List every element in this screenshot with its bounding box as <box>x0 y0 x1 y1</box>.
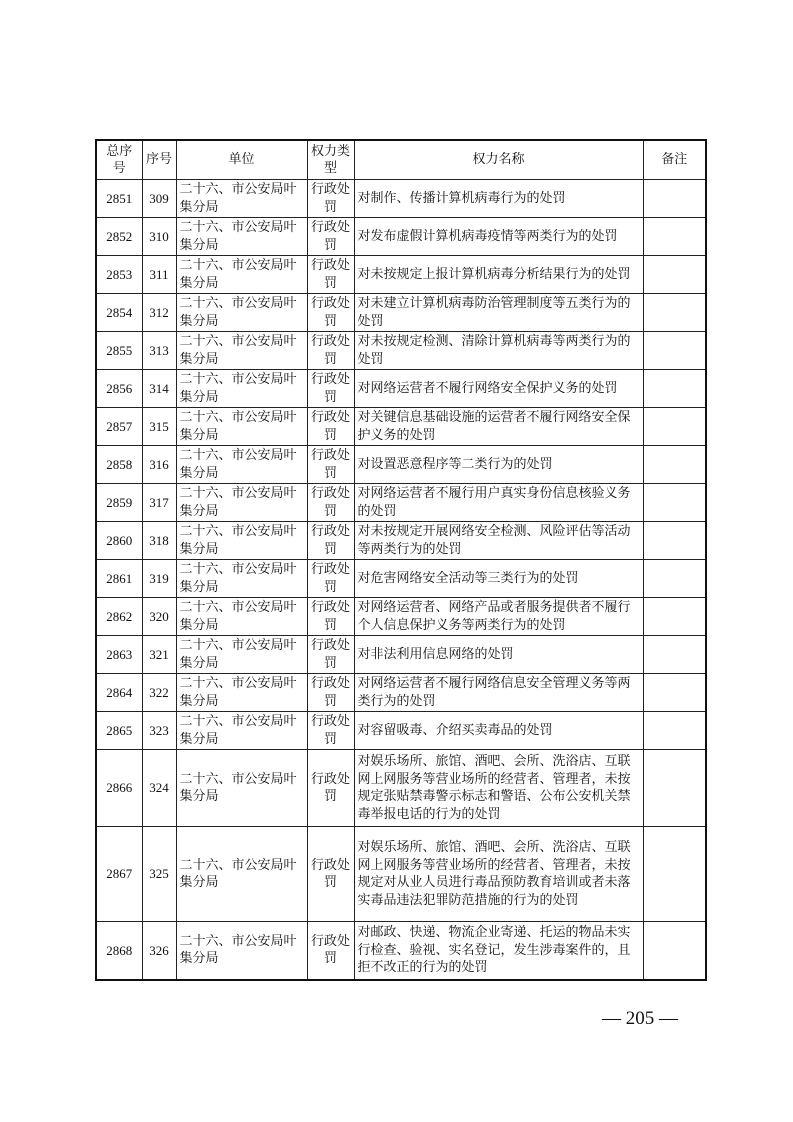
cell-unit: 二十六、市公安局叶集分局 <box>176 750 307 827</box>
cell-power-name: 对制作、传播计算机病毒行为的处罚 <box>354 180 643 218</box>
cell-total-no: 2852 <box>96 218 142 256</box>
cell-seq-no: 319 <box>142 560 176 598</box>
cell-power-name: 对网络运营者不履行网络信息安全管理义务等两类行为的处罚 <box>354 674 643 712</box>
cell-unit: 二十六、市公安局叶集分局 <box>176 218 307 256</box>
cell-power-type: 行政处罚 <box>307 446 354 484</box>
header-unit: 单位 <box>176 140 307 180</box>
cell-total-no: 2854 <box>96 294 142 332</box>
cell-unit: 二十六、市公安局叶集分局 <box>176 294 307 332</box>
cell-unit: 二十六、市公安局叶集分局 <box>176 598 307 636</box>
cell-total-no: 2851 <box>96 180 142 218</box>
cell-unit: 二十六、市公安局叶集分局 <box>176 408 307 446</box>
cell-seq-no: 312 <box>142 294 176 332</box>
cell-remark <box>643 598 706 636</box>
cell-seq-no: 311 <box>142 256 176 294</box>
header-power-name: 权力名称 <box>354 140 643 180</box>
cell-power-name: 对危害网络安全活动等三类行为的处罚 <box>354 560 643 598</box>
cell-unit: 二十六、市公安局叶集分局 <box>176 332 307 370</box>
cell-power-type: 行政处罚 <box>307 750 354 827</box>
cell-unit: 二十六、市公安局叶集分局 <box>176 180 307 218</box>
cell-power-type: 行政处罚 <box>307 180 354 218</box>
cell-seq-no: 313 <box>142 332 176 370</box>
cell-remark <box>643 484 706 522</box>
power-list-table <box>95 139 707 981</box>
cell-power-type: 行政处罚 <box>307 294 354 332</box>
cell-unit: 二十六、市公安局叶集分局 <box>176 636 307 674</box>
cell-power-type: 行政处罚 <box>307 332 354 370</box>
cell-total-no: 2864 <box>96 674 142 712</box>
cell-unit: 二十六、市公安局叶集分局 <box>176 827 307 922</box>
cell-power-name: 对发布虚假计算机病毒疫情等两类行为的处罚 <box>354 218 643 256</box>
table-row <box>96 522 706 560</box>
cell-power-name: 对网络运营者、网络产品或者服务提供者不履行个人信息保护义务等两类行为的处罚 <box>354 598 643 636</box>
cell-total-no: 2855 <box>96 332 142 370</box>
cell-seq-no: 325 <box>142 827 176 922</box>
header-total-no: 总序号 <box>96 140 142 180</box>
cell-power-type: 行政处罚 <box>307 408 354 446</box>
cell-total-no: 2863 <box>96 636 142 674</box>
cell-seq-no: 323 <box>142 712 176 750</box>
cell-remark <box>643 294 706 332</box>
cell-seq-no: 315 <box>142 408 176 446</box>
table-row <box>96 922 706 980</box>
cell-unit: 二十六、市公安局叶集分局 <box>176 446 307 484</box>
cell-total-no: 2858 <box>96 446 142 484</box>
cell-power-name: 对网络运营者不履行用户真实身份信息核验义务的处罚 <box>354 484 643 522</box>
cell-seq-no: 317 <box>142 484 176 522</box>
header-seq-no: 序号 <box>142 140 176 180</box>
table-row <box>96 218 706 256</box>
header-remark: 备注 <box>643 140 706 180</box>
cell-power-type: 行政处罚 <box>307 256 354 294</box>
page-number: — 205 — <box>602 1008 678 1029</box>
cell-total-no: 2867 <box>96 827 142 922</box>
cell-remark <box>643 922 706 980</box>
cell-remark <box>643 636 706 674</box>
cell-remark <box>643 560 706 598</box>
cell-total-no: 2861 <box>96 560 142 598</box>
cell-power-name: 对网络运营者不履行网络安全保护义务的处罚 <box>354 370 643 408</box>
cell-power-name: 对关键信息基础设施的运营者不履行网络安全保护义务的处罚 <box>354 408 643 446</box>
cell-unit: 二十六、市公安局叶集分局 <box>176 522 307 560</box>
cell-remark <box>643 712 706 750</box>
cell-remark <box>643 674 706 712</box>
cell-power-name: 对设置恶意程序等二类行为的处罚 <box>354 446 643 484</box>
cell-power-type: 行政处罚 <box>307 922 354 980</box>
cell-unit: 二十六、市公安局叶集分局 <box>176 256 307 294</box>
cell-remark <box>643 827 706 922</box>
cell-power-name: 对未按规定开展网络安全检测、风险评估等活动等两类行为的处罚 <box>354 522 643 560</box>
cell-unit: 二十六、市公安局叶集分局 <box>176 560 307 598</box>
cell-seq-no: 316 <box>142 446 176 484</box>
table-row <box>96 370 706 408</box>
cell-unit: 二十六、市公安局叶集分局 <box>176 484 307 522</box>
cell-power-type: 行政处罚 <box>307 370 354 408</box>
header-power-type: 权力类型 <box>307 140 354 180</box>
cell-unit: 二十六、市公安局叶集分局 <box>176 674 307 712</box>
cell-power-name: 对娱乐场所、旅馆、酒吧、会所、洗浴店、互联网上网服务等营业场所的经营者、管理者，未按规定张贴禁毒警示标志和警语、公布公安机关禁毒举报电话的行为的处罚 <box>354 750 643 827</box>
cell-remark <box>643 750 706 827</box>
cell-power-type: 行政处罚 <box>307 598 354 636</box>
cell-seq-no: 314 <box>142 370 176 408</box>
table-row <box>96 408 706 446</box>
table-row <box>96 256 706 294</box>
table-row <box>96 598 706 636</box>
cell-unit: 二十六、市公安局叶集分局 <box>176 370 307 408</box>
cell-power-type: 行政处罚 <box>307 636 354 674</box>
cell-power-type: 行政处罚 <box>307 827 354 922</box>
table-row <box>96 712 706 750</box>
cell-power-name: 对娱乐场所、旅馆、酒吧、会所、洗浴店、互联网上网服务等营业场所的经营者、管理者，未按规定对从业人员进行毒品预防教育培训或者未落实毒品违法犯罪防范措施的行为的处罚 <box>354 827 643 922</box>
cell-total-no: 2857 <box>96 408 142 446</box>
table-row <box>96 332 706 370</box>
cell-power-type: 行政处罚 <box>307 218 354 256</box>
cell-unit: 二十六、市公安局叶集分局 <box>176 712 307 750</box>
cell-power-name: 对未按规定检测、清除计算机病毒等两类行为的处罚 <box>354 332 643 370</box>
table-header-row <box>96 140 706 180</box>
cell-power-type: 行政处罚 <box>307 522 354 560</box>
table-row <box>96 636 706 674</box>
cell-total-no: 2866 <box>96 750 142 827</box>
cell-power-name: 对未按规定上报计算机病毒分析结果行为的处罚 <box>354 256 643 294</box>
cell-power-name: 对非法利用信息网络的处罚 <box>354 636 643 674</box>
cell-total-no: 2862 <box>96 598 142 636</box>
cell-remark <box>643 180 706 218</box>
cell-seq-no: 321 <box>142 636 176 674</box>
table-row <box>96 827 706 922</box>
table-row <box>96 750 706 827</box>
table-row <box>96 180 706 218</box>
cell-total-no: 2856 <box>96 370 142 408</box>
cell-remark <box>643 408 706 446</box>
cell-seq-no: 320 <box>142 598 176 636</box>
cell-power-type: 行政处罚 <box>307 674 354 712</box>
table-row <box>96 560 706 598</box>
cell-power-name: 对未建立计算机病毒防治管理制度等五类行为的处罚 <box>354 294 643 332</box>
cell-seq-no: 318 <box>142 522 176 560</box>
cell-power-name: 对容留吸毒、介绍买卖毒品的处罚 <box>354 712 643 750</box>
cell-seq-no: 324 <box>142 750 176 827</box>
cell-power-type: 行政处罚 <box>307 712 354 750</box>
cell-total-no: 2860 <box>96 522 142 560</box>
table-row <box>96 674 706 712</box>
cell-unit: 二十六、市公安局叶集分局 <box>176 922 307 980</box>
cell-remark <box>643 332 706 370</box>
table-row <box>96 446 706 484</box>
cell-remark <box>643 370 706 408</box>
cell-seq-no: 309 <box>142 180 176 218</box>
cell-seq-no: 322 <box>142 674 176 712</box>
cell-total-no: 2853 <box>96 256 142 294</box>
table-row <box>96 294 706 332</box>
cell-power-type: 行政处罚 <box>307 560 354 598</box>
cell-total-no: 2859 <box>96 484 142 522</box>
cell-power-type: 行政处罚 <box>307 484 354 522</box>
cell-remark <box>643 522 706 560</box>
cell-total-no: 2868 <box>96 922 142 980</box>
cell-seq-no: 326 <box>142 922 176 980</box>
cell-remark <box>643 218 706 256</box>
cell-remark <box>643 446 706 484</box>
table-row <box>96 484 706 522</box>
cell-seq-no: 310 <box>142 218 176 256</box>
cell-power-name: 对邮政、快递、物流企业寄递、托运的物品未实行检查、验视、实名登记，发生涉毒案件的，且拒不改正的行为的处罚 <box>354 922 643 980</box>
cell-total-no: 2865 <box>96 712 142 750</box>
cell-remark <box>643 256 706 294</box>
